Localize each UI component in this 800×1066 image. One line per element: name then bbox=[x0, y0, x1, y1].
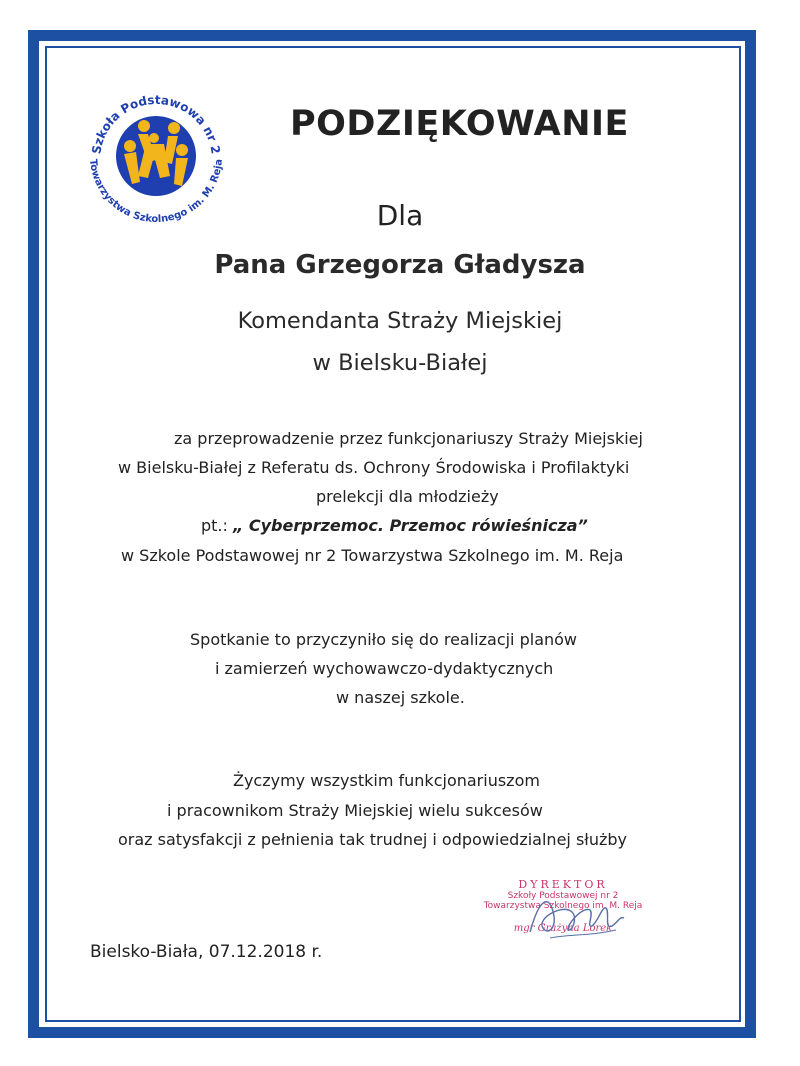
body-line-3: prelekcji dla młodzieży bbox=[316, 487, 499, 506]
body-line-1: za przeprowadzenie przez funkcjonariuszy Straży Miejskiej bbox=[174, 429, 643, 448]
document-title: PODZIĘKOWANIE bbox=[290, 104, 629, 144]
logo-text-bottom: Towarzystwa Szkolnego im. M. Reja bbox=[87, 158, 225, 226]
logo-text-top: Szkoła Podstawowa nr 2 bbox=[89, 92, 223, 156]
topic-title: „ Cyberprzemoc. Przemoc rówieśnicza” bbox=[233, 516, 588, 535]
stamp-society: Towarzystwa Szkolnego im. M. Reja bbox=[483, 901, 643, 911]
recipient-name: Pana Grzegorza Gładysza bbox=[214, 250, 586, 280]
topic-line bbox=[201, 516, 588, 535]
school-line: w Szkole Podstawowej nr 2 Towarzystwa Szkolnego im. M. Reja bbox=[121, 546, 624, 565]
paragraph2-line-1: Spotkanie to przyczyniło się do realizacji planów bbox=[190, 630, 578, 649]
paragraph3-line-1: Życzymy wszystkim funkcjonariuszom bbox=[233, 771, 540, 790]
dedication-label: Dla bbox=[376, 199, 424, 232]
paragraph2-line-3: w naszej szkole. bbox=[336, 688, 465, 707]
stamp-title: DYREKTOR bbox=[518, 878, 608, 891]
stamp-school: Szkoły Podstawowej nr 2 bbox=[507, 891, 619, 901]
paragraph2-line-2: i zamierzeń wychowawczo-dydaktycznych bbox=[215, 659, 554, 678]
recipient-city: w Bielsku-Białej bbox=[312, 350, 488, 376]
paragraph3-line-2: i pracownikom Straży Miejskiej wielu sukcesów bbox=[167, 801, 543, 820]
topic-prefix: pt.: bbox=[201, 516, 233, 535]
stamp-director-name: mgr Grażyna Lorek bbox=[513, 923, 613, 934]
place-and-date: Bielsko-Biała, 07.12.2018 r. bbox=[90, 942, 323, 962]
paragraph3-line-3: oraz satysfakcji z pełnienia tak trudnej i odpowiedzialnej służby bbox=[118, 830, 627, 849]
signature bbox=[520, 886, 630, 946]
body-line-2: w Bielsku-Białej z Referatu ds. Ochrony Środowiska i Profilaktyki bbox=[118, 458, 630, 477]
recipient-position: Komendanta Straży Miejskiej bbox=[237, 308, 563, 334]
